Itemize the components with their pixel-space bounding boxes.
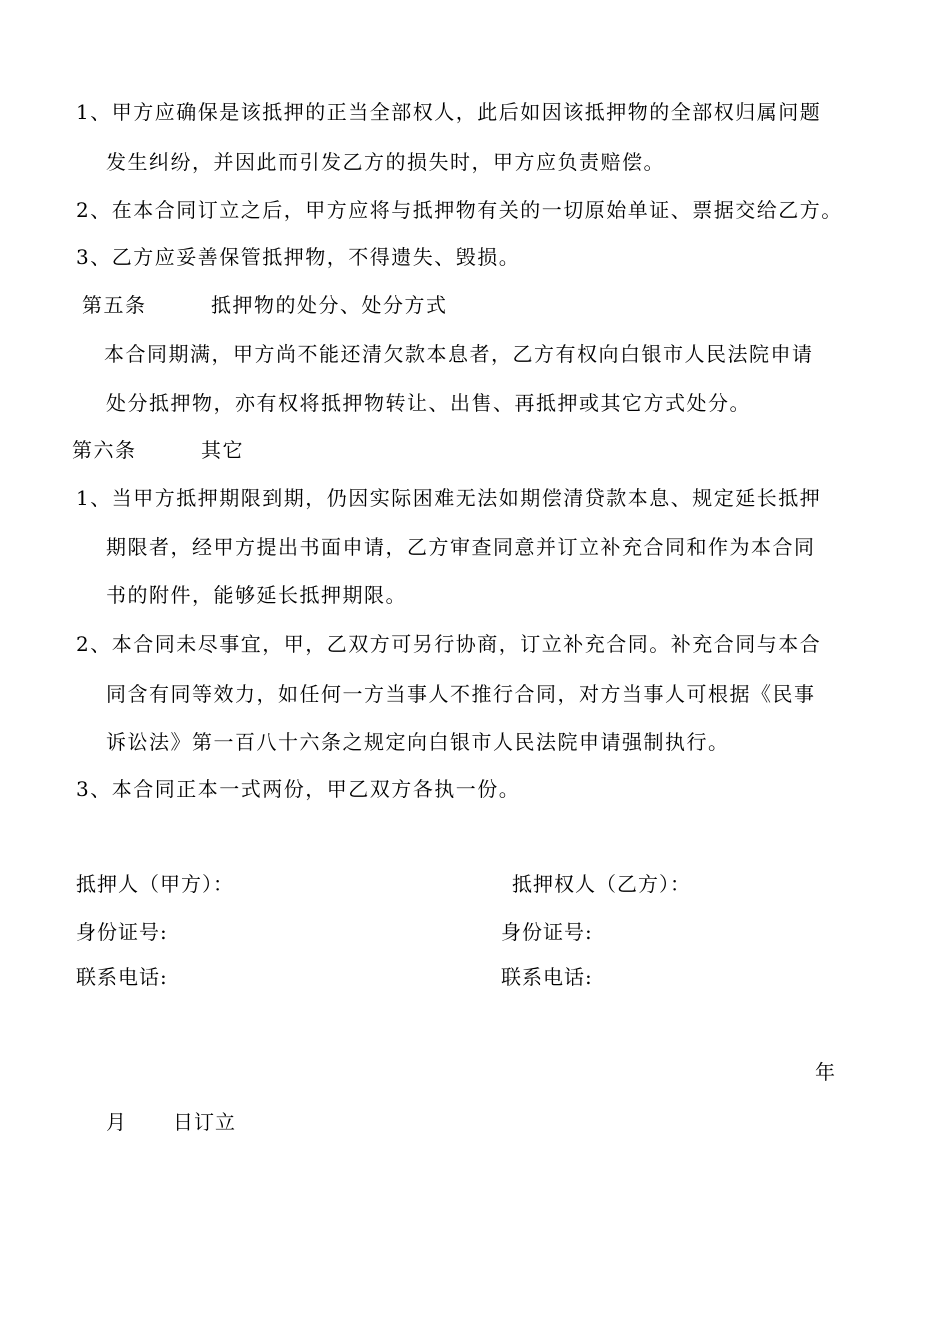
article-5-heading: 第五条 抵押物的处分、处分方式: [82, 293, 448, 317]
clause-4-item-2: 2、在本合同订立之后，甲方应将与抵押物有关的一切原始单证、票据交给乙方。: [76, 198, 843, 222]
clause-4-item-3: 3、乙方应妥善保管抵押物，不得遗失、毁损。: [76, 245, 521, 269]
party-a-label: 抵押人（甲方）：: [76, 872, 234, 896]
article-6-item-2-line-2: 同含有同等效力，如任何一方当事人不推行合同，对方当事人可根据《民事: [106, 682, 816, 706]
id-number-b-label: 身份证号:: [501, 920, 593, 944]
article-5-body-line-1: 本合同期满，甲方尚不能还清欠款本息者，乙方有权向白银市人民法院申请: [104, 342, 814, 366]
article-6-item-2-line-3: 诉讼法》第一百八十六条之规定向白银市人民法院申请强制执行。: [106, 730, 730, 754]
article-6-item-1-line-2: 期限者，经甲方提出书面申请，乙方审查同意并订立补充合同和作为本合同: [106, 535, 816, 559]
article-6-item-3: 3、本合同正本一式两份，甲乙双方各执一份。: [76, 777, 521, 801]
phone-b-label: 联系电话:: [501, 965, 593, 989]
phone-a-label: 联系电话:: [76, 965, 168, 989]
date-day: 日订立: [173, 1110, 236, 1134]
clause-4-item-1-line-1: 1、甲方应确保是该抵押的正当全部权人，此后如因该抵押物的全部权归属问题: [76, 100, 822, 124]
article-5-body-line-2: 处分抵押物，亦有权将抵押物转让、出售、再抵押或其它方式处分。: [106, 391, 751, 415]
date-year: 年: [815, 1060, 836, 1084]
article-6-item-1-line-1: 1、当甲方抵押期限到期，仍因实际困难无法如期偿清贷款本息、规定延长抵押: [76, 486, 822, 510]
date-month: 月: [106, 1110, 127, 1134]
clause-4-item-1-line-2: 发生纠纷，并因此而引发乙方的损失时，甲方应负责赔偿。: [106, 150, 665, 174]
article-6-item-1-line-3: 书的附件，能够延长抵押期限。: [106, 583, 407, 607]
id-number-a-label: 身份证号:: [76, 920, 168, 944]
party-b-label: 抵押权人（乙方）：: [512, 872, 691, 896]
article-6-item-2-line-1: 2、本合同未尽事宜，甲，乙双方可另行协商，订立补充合同。补充合同与本合: [76, 632, 822, 656]
article-6-heading: 第六条 其它: [72, 438, 244, 462]
